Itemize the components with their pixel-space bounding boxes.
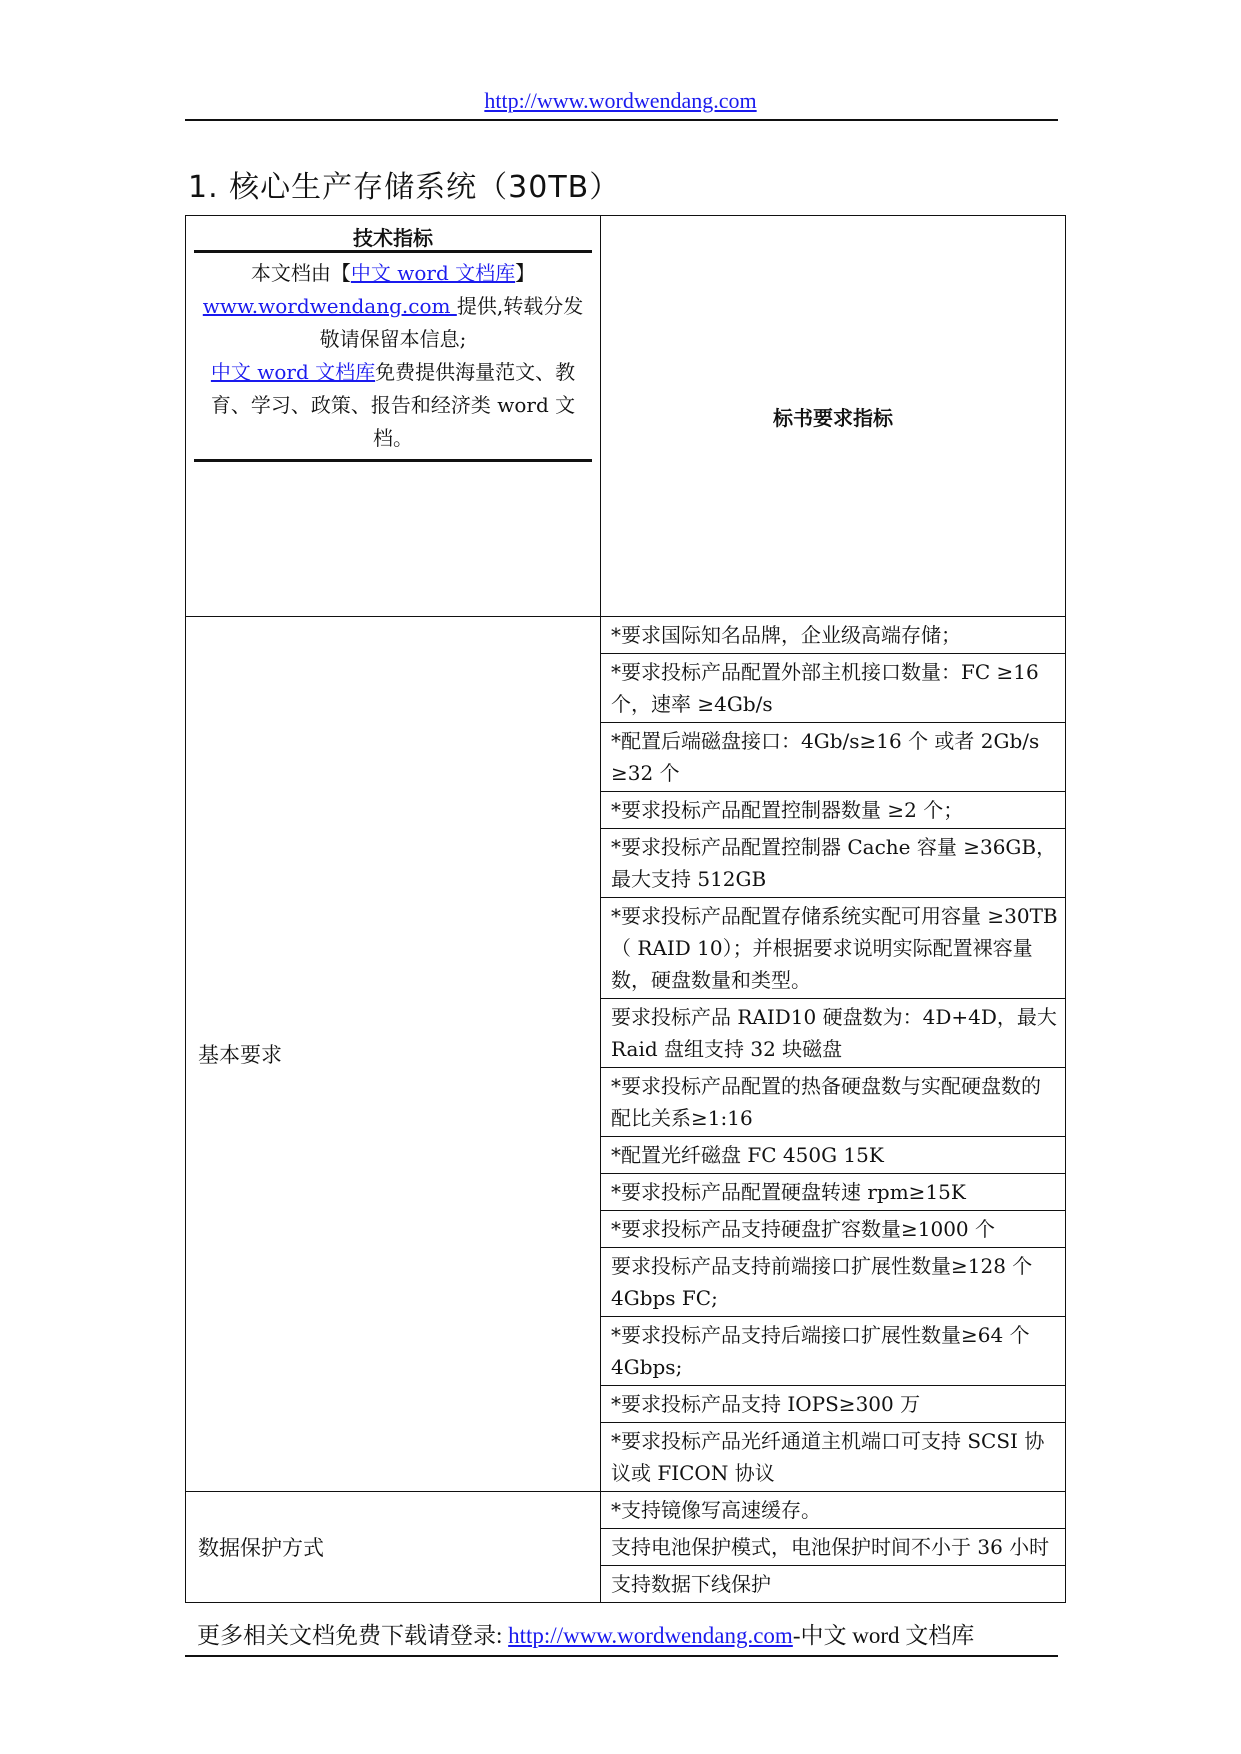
- col1-header: 技术指标: [194, 216, 592, 253]
- header-link[interactable]: http://www.wordwendang.com: [484, 88, 757, 113]
- requirement-cell: *要求投标产品配置的热备硬盘数与实配硬盘数的配比关系≥1:16: [601, 1068, 1066, 1137]
- table-row: [186, 617, 1066, 654]
- footer-suffix: -中文 word 文档库: [792, 1623, 975, 1648]
- requirement-cell: *要求投标产品配置硬盘转速 rpm≥15K: [601, 1174, 1066, 1211]
- footer-divider: [185, 1655, 1058, 1657]
- requirement-cell: *要求投标产品配置控制器数量 ≥2 个；: [601, 792, 1066, 829]
- requirement-cell: *要求投标产品光纤通道主机端口可支持 SCSI 协议或 FICON 协议: [601, 1423, 1066, 1492]
- header-url: [0, 88, 1241, 114]
- header-divider: [185, 119, 1058, 121]
- requirement-cell: *配置光纤磁盘 FC 450G 15K: [601, 1137, 1066, 1174]
- requirement-cell: *要求投标产品配置存储系统实配可用容量 ≥30TB（ RAID 10）；并根据要求说明实际配置裸容量数，硬盘数量和类型。: [601, 898, 1066, 999]
- col2-header: 标书要求指标: [601, 216, 1066, 617]
- col1-header-cell: [186, 216, 601, 617]
- table-header-row: [186, 216, 1066, 617]
- requirement-cell: *要求投标产品支持后端接口扩展性数量≥64 个 4Gbps;: [601, 1317, 1066, 1386]
- footer-link[interactable]: http://www.wordwendang.com: [508, 1623, 793, 1648]
- footer-text: [197, 1617, 974, 1650]
- notice-prefix: 本文档由【: [250, 261, 351, 285]
- notice-provided: 提供,转载分发敬请保留本信息;: [319, 294, 584, 351]
- notice-tail: 免费提供海量范文、教育、学习、政策、报告和经济类 word 文档。: [210, 360, 576, 450]
- notice-link-library-2[interactable]: 中文 word 文档库: [210, 360, 376, 384]
- requirement-cell: *配置后端磁盘接口：4Gb/s≥16 个 或者 2Gb/s ≥32 个: [601, 723, 1066, 792]
- footer-prefix: 更多相关文档免费下载请登录:: [197, 1623, 509, 1648]
- table-row: [186, 1492, 1066, 1529]
- requirement-cell: *要求投标产品支持 IOPS≥300 万: [601, 1386, 1066, 1423]
- requirement-cell: 支持数据下线保护: [601, 1566, 1066, 1603]
- source-notice: [194, 253, 592, 462]
- category-cell: 基本要求: [186, 617, 601, 1492]
- notice-link-site[interactable]: www.wordwendang.com: [202, 294, 457, 318]
- requirement-cell: *支持镜像写高速缓存。: [601, 1492, 1066, 1529]
- notice-link-library[interactable]: 中文 word 文档库: [350, 261, 516, 285]
- category-cell: 数据保护方式: [186, 1492, 601, 1603]
- requirement-cell: 支持电池保护模式，电池保护时间不小于 36 小时: [601, 1529, 1066, 1566]
- requirement-cell: *要求国际知名品牌，企业级高端存储；: [601, 617, 1066, 654]
- requirement-cell: 要求投标产品支持前端接口扩展性数量≥128 个 4Gbps FC;: [601, 1248, 1066, 1317]
- spec-table: [185, 215, 1066, 1603]
- requirement-cell: *要求投标产品支持硬盘扩容数量≥1000 个: [601, 1211, 1066, 1248]
- requirement-cell: *要求投标产品配置控制器 Cache 容量 ≥36GB，最大支持 512GB: [601, 829, 1066, 898]
- notice-bracket: 】: [515, 261, 536, 285]
- requirement-cell: *要求投标产品配置外部主机接口数量：FC ≥16 个，速率 ≥4Gb/s: [601, 654, 1066, 723]
- requirement-cell: 要求投标产品 RAID10 硬盘数为：4D+4D，最大 Raid 盘组支持 32 块磁盘: [601, 999, 1066, 1068]
- section-title: 1. 核心生产存储系统（30TB）: [188, 170, 621, 205]
